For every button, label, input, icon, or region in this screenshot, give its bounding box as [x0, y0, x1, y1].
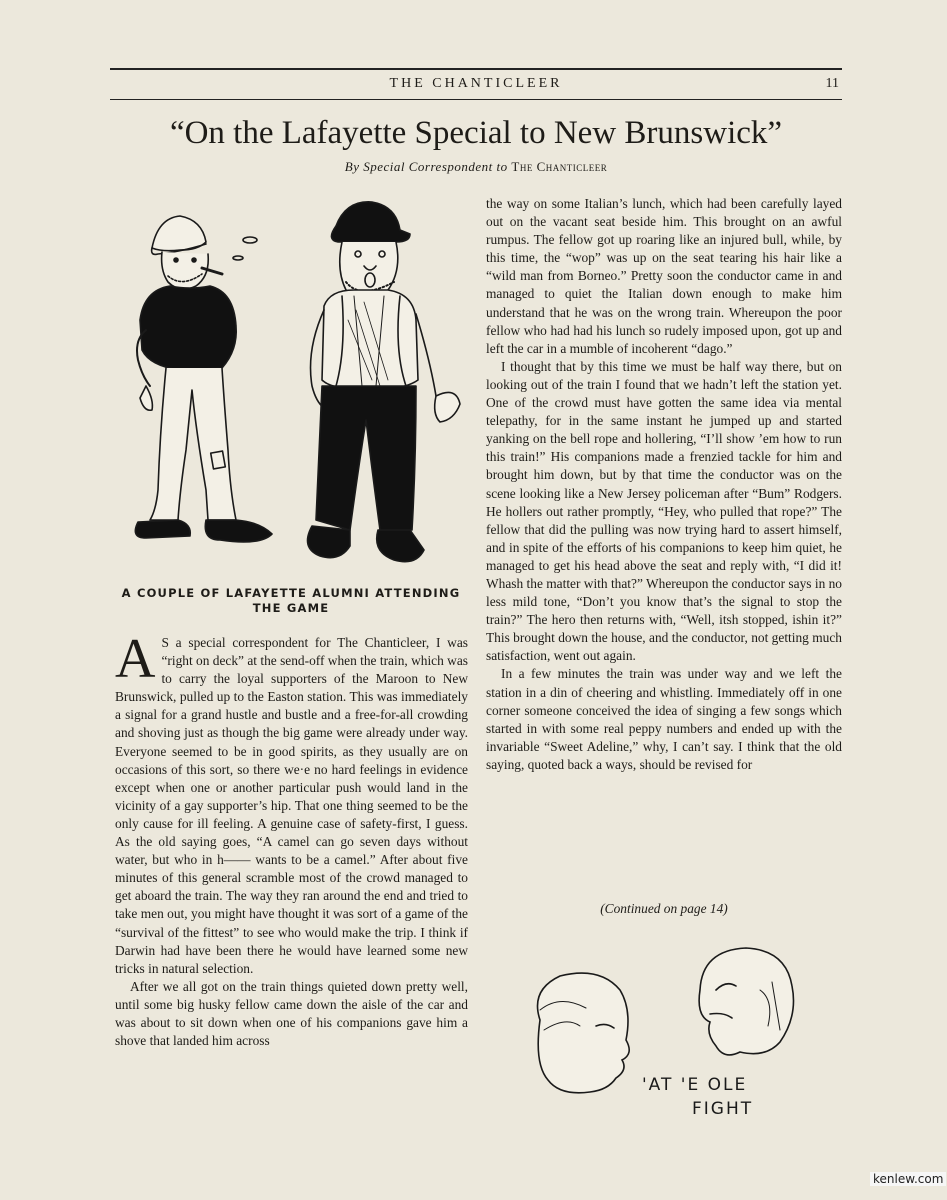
masthead: THE CHANTICLEER [389, 76, 563, 91]
article-column-right [486, 195, 842, 774]
watermark: kenlew.com [870, 1172, 946, 1186]
paragraph: I thought that by this time we must be half way there, but on looking out of the train I found that we hadn’t left the station yet. One of the crowd must have gotten the same idea via mental telepathy, for in the same instant he jumped up and started yanking on the bell rope and hollering, “I’ll show ’em how to run this train!” His companions made a frenzied tackle for him and brought him down, but by that time the conductor was on the scene looking like a New Jersey policeman after “Bum” Rodgers. He hollers out rather promptly, “Hey, who pulled that rope?” The fellow that did the pulling was now trying hard to assert himself, and in spite of the efforts of his companions to keep him quiet, he managed to get his head above the seat and reply with, “I did it! Whash the matter with that?” Whereupon the conductor says in no less mild tone, “Don’t you know that’s the signal to stop the train?” The hero then returns with, “Well, itsh stopped, ishin it?” This brought down the house, and the conductor, not getting much satisfaction, went out again. [486, 358, 842, 664]
illustration-caption: A COUPLE OF LAFAYETTE ALUMNI ATTENDING THE GAME [121, 586, 461, 615]
continued-note-text: (Continued on page 14) [600, 901, 728, 916]
byline-prefix: By Special Correspondent to [344, 159, 508, 174]
header-rule-bottom [110, 99, 842, 100]
paragraph: the way on some Italian’s lunch, which had been carefully layed out on the vacant seat beside him. This brought on an awful rumpus. The fellow got up roaring like an injured bull, while, by this time, the “wop” was up on the seat tearing his hair like a “wild man from Borneo.” Pretty soon the conductor came in and managed to quiet the Italian down enough to make him understand that he was on the wrong train. Whereupon the poor fellow who had had his lunch so rudely imposed upon, got up and left the car in a mumble of incoherent “dago.” [486, 196, 842, 356]
sketch-caption-line2: FIGHT [692, 1099, 754, 1119]
paragraph: After we all got on the train things quieted down pretty well, until some big husky fellow came down the aisle of the car and was about to sit down when one of his companions gave him a shove that landed him across [115, 978, 468, 1049]
byline [110, 159, 842, 175]
alumni-cartoon-illustration [110, 190, 470, 585]
running-head [110, 75, 842, 95]
article-title: “On the Lafayette Special to New Brunswick” [169, 115, 783, 151]
byline-publication: The Chanticleer [511, 159, 608, 174]
drop-cap: A [115, 628, 156, 690]
article-column-left [115, 628, 468, 1050]
continued-note [486, 901, 842, 917]
page-number: 11 [825, 76, 839, 91]
paragraph: In a few minutes the train was under way and we left the station in a din of cheering and whistling. Immediately off in one corner someone conceived the idea of singing a few songs which started in with some real peppy numbers and ended up with the invariable “Sweet Adeline,” why, I can’t say. I think that the old saying, quoted back a ways, should be revised for [486, 666, 842, 772]
header-rule-top [110, 68, 842, 70]
sketch-caption-line1: 'AT 'E OLE [642, 1075, 748, 1095]
paragraph [115, 628, 468, 978]
paragraph-text: S a special correspondent for The Chanticleer, I was “right on deck” at the send-off when the train, which was to carry the loyal supporters of the Maroon to New Brunswick, pulled up to the Easton station. This was immediately a signal for a grand hustle and bustle and a free-for-all crowding and shoving just as though the big game were already under way. Everyone seemed to be in good spirits, as they usually are on occasions of this sort, so there we·e no hard feelings in evidence except when one or another particular push would land in the vicinity of a gay supporter’s hip. That one thing seemed to be the only cause for ill feeling. A genuine case of safety-first, I guess. As the old saying goes, “A camel can go seven days without water, but who in h—— wants to be a camel.” After about five minutes of this general scramble most of the crowd managed to get aboard the train. The way they ran around the end and tried to take men out, you might have thought it was sort of a game of the “survival of the fittest” to see who would make the trip. I think if Darwin had have been there he would have learned some new tricks in natural selection. [115, 635, 468, 976]
fight-sketch-illustration [510, 930, 830, 1130]
